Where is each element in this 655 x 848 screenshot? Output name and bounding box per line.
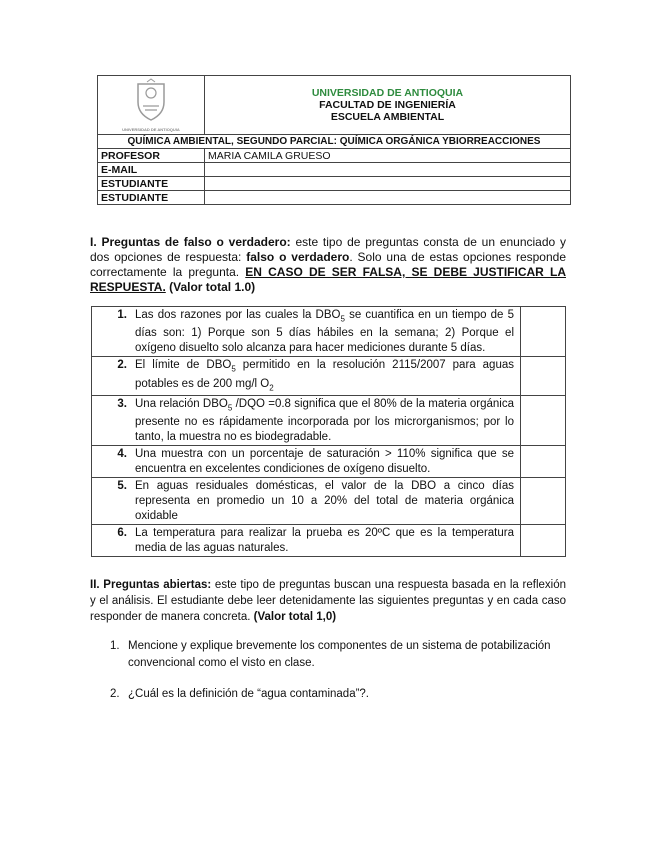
- question-row: [92, 357, 566, 396]
- question-text: [133, 525, 521, 557]
- subscript: 5: [231, 364, 236, 374]
- exam-subject: QUÍMICA AMBIENTAL, SEGUNDO PARCIAL: QUÍMICA ORGÁNICA YBIORREACCIONES: [98, 135, 571, 149]
- email-label: E-MAIL: [98, 163, 205, 177]
- question-text: [133, 446, 521, 478]
- university-name: UNIVERSIDAD DE ANTIOQUIA: [311, 87, 464, 99]
- question-number: 5.: [92, 478, 134, 525]
- open-question-number: 2.: [110, 688, 120, 700]
- logo-caption: UNIVERSIDAD DE ANTIOQUIA: [122, 127, 180, 132]
- student-field-2[interactable]: [205, 191, 571, 205]
- open-question-text: Mencione y explique brevemente los componentes de un sistema de potabilización convencional como el visto en clase.: [128, 640, 551, 669]
- question-row: [92, 307, 566, 357]
- section1-intro-a: este tipo de preguntas consta de un enunciado y dos opciones de respuesta:: [90, 235, 566, 264]
- section-true-false-intro: [90, 235, 566, 295]
- section2-value: (Valor total 1,0): [253, 611, 337, 623]
- section-open-intro: [90, 577, 566, 625]
- section1-intro-b: . Solo una de estas opciones responde correctamente la pregunta.: [90, 250, 566, 279]
- student-field-1[interactable]: [205, 177, 571, 191]
- student-label-1: ESTUDIANTE: [98, 177, 205, 191]
- question-text-part: Una muestra con un porcentaje de saturación > 110% significa que se encuentra en excelentes condiciones de oxígeno disuelto.: [135, 448, 514, 476]
- school-name: ESCUELA AMBIENTAL: [330, 111, 445, 123]
- question-row: [92, 478, 566, 525]
- question-row: [92, 525, 566, 557]
- question-text-part: permitido en la resolución 2115/2007 para aguas potables es de 200 mg/l O: [135, 359, 514, 390]
- true-false-table: [91, 306, 566, 557]
- answer-cell[interactable]: [521, 446, 566, 478]
- question-text: [133, 395, 521, 445]
- question-text-part: En aguas residuales domésticas, el valor de la DBO a cinco días representa en promedio un 10 a 20% del total de materia orgánica oxidable: [135, 480, 514, 523]
- answer-cell[interactable]: [521, 478, 566, 525]
- question-number: 3.: [92, 395, 134, 445]
- section1-title: I. Preguntas de falso o verdadero:: [90, 235, 291, 249]
- answer-cell[interactable]: [521, 307, 566, 357]
- subscript: 5: [340, 314, 345, 324]
- question-row: [92, 395, 566, 445]
- subscript: 2: [269, 382, 274, 392]
- question-text-part: El límite de DBO: [135, 359, 232, 372]
- logo-cell: [98, 76, 205, 135]
- header-table: [97, 75, 571, 205]
- answer-cell[interactable]: [521, 395, 566, 445]
- open-question-2: [110, 686, 570, 703]
- email-field[interactable]: [205, 163, 571, 177]
- answer-cell[interactable]: [521, 357, 566, 396]
- faculty-name: FACULTAD DE INGENIERÍA: [319, 99, 456, 111]
- answer-cell[interactable]: [521, 525, 566, 557]
- question-text: [133, 478, 521, 525]
- section2-title: II. Preguntas abiertas:: [90, 579, 212, 591]
- section2-intro: este tipo de preguntas buscan una respuesta basada en la reflexión y el análisis. El estudiante debe leer detenidamente las siguientes preguntas y en cada caso responder de manera concreta.: [90, 579, 567, 623]
- question-text-part: se cuantifica en un tiempo de 5 días son: 1) Porque son 5 días hábiles en la semana; 2) Porque el oxígeno disuelto solo alcanza para hacer mediciones durante 5 días.: [135, 309, 514, 355]
- question-text-part: Las dos razones por las cuales la DBO: [135, 309, 341, 321]
- subscript: 5: [227, 403, 233, 413]
- question-text: [133, 357, 521, 396]
- section1-instruction: EN CASO DE SER FALSA, SE DEBE JUSTIFICAR LA RESPUESTA.: [90, 265, 566, 294]
- professor-label: PROFESOR: [98, 149, 205, 163]
- open-question-number: 1.: [110, 640, 120, 652]
- question-text-part: Una relación DBO: [135, 397, 228, 410]
- university-header: [205, 76, 571, 135]
- question-number: 1.: [92, 307, 134, 357]
- question-number: 4.: [92, 446, 134, 478]
- student-label-2: ESTUDIANTE: [98, 191, 205, 205]
- question-text-part: La temperatura para realizar la prueba es 20ºC que es la temperatura media de las aguas naturales.: [135, 527, 514, 555]
- question-number: 6.: [92, 525, 134, 557]
- question-row: [92, 446, 566, 478]
- university-logo: [133, 78, 169, 124]
- section1-value: (Valor total 1.0): [165, 280, 256, 294]
- open-question-text: ¿Cuál es la definición de “agua contaminada”?.: [128, 688, 370, 700]
- question-text-part: /DQO =0.8 significa que el 80% de la materia orgánica presente no es rápidamente incorporada por los microrganismos; por lo tanto, la muestra no es biodegradable.: [135, 397, 514, 444]
- question-text: [133, 307, 521, 357]
- section1-options: falso o verdadero: [246, 250, 350, 264]
- professor-value[interactable]: MARIA CAMILA GRUESO: [205, 149, 571, 163]
- open-question-1: [110, 638, 570, 672]
- question-number: 2.: [92, 357, 134, 396]
